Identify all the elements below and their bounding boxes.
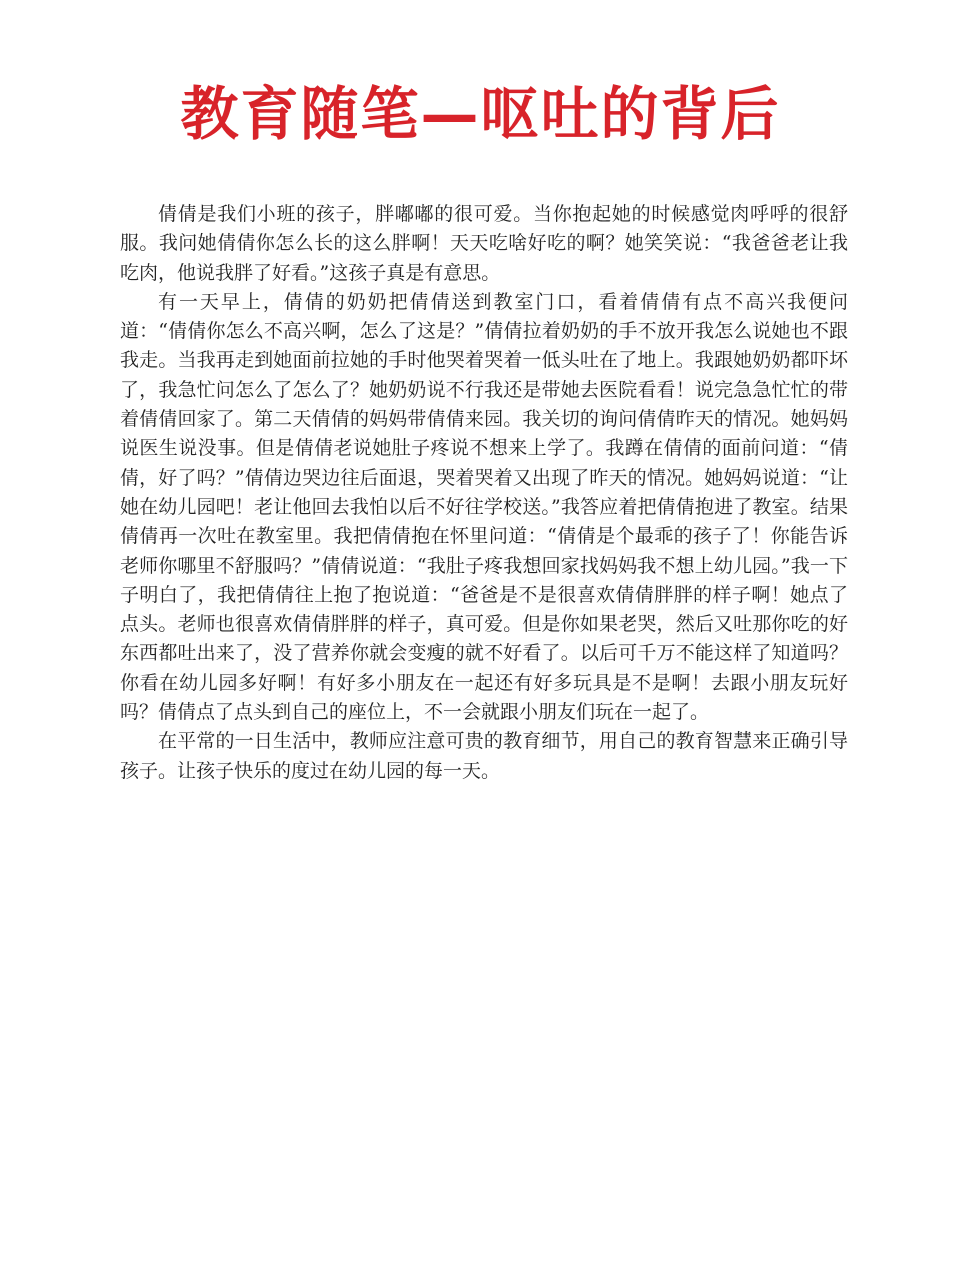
document-body [120, 200, 848, 786]
paragraph-2: 有一天早上，倩倩的奶奶把倩倩送到教室门口，看着倩倩有点不高兴我便问道：“倩倩你怎么不高兴啊，怎么了这是？”倩倩拉着奶奶的手不放开我怎么说她也不跟我走。当我再走到她面前拉她的手时他哭着哭着一低头吐在了地上。我跟她奶奶都吓坏了，我急忙问怎么了怎么了？她奶奶说不行我还是带她去医院看看！说完急急忙忙的带着倩倩回家了。第二天倩倩的妈妈带倩倩来园。我关切的询问倩倩昨天的情况。她妈妈说医生说没事。但是倩倩老说她肚子疼说不想来上学了。我蹲在倩倩的面前问道：“倩倩，好了吗？”倩倩边哭边往后面退，哭着哭着又出现了昨天的情况。她妈妈说道：“让她在幼儿园吧！老让他回去我怕以后不好往学校送。”我答应着把倩倩抱进了教室。结果倩倩再一次吐在教室里。我把倩倩抱在怀里问道：“倩倩是个最乖的孩子了！你能告诉老师你哪里不舒服吗？”倩倩说道：“我肚子疼我想回家找妈妈我不想上幼儿园。”我一下子明白了，我把倩倩往上抱了抱说道：“爸爸是不是很喜欢倩倩胖胖的样子啊！她点了点头。老师也很喜欢倩倩胖胖的样子，真可爱。但是你如果老哭，然后又吐那你吃的好东西都吐出来了，没了营养你就会变瘦的就不好看了。以后可千万不能这样了知道吗？你看在幼儿园多好啊！有好多小朋友在一起还有好多玩具是不是啊！去跟小朋友玩好吗？倩倩点了点头到自己的座位上，不一会就跟小朋友们玩在一起了。 [120, 290, 848, 724]
paragraph-1: 倩倩是我们小班的孩子，胖嘟嘟的很可爱。当你抱起她的时候感觉肉呼呼的很舒服。我问她倩倩你怎么长的这么胖啊！天天吃啥好吃的啊？她笑笑说：“我爸爸老让我吃肉，他说我胖了好看。”这孩子真是有意思。 [120, 203, 848, 284]
paragraph-3: 在平常的一日生活中，教师应注意可贵的教育细节，用自己的教育智慧来正确引导孩子。让孩子快乐的度过在幼儿园的每一天。 [120, 730, 848, 782]
document-title: 教育随笔—呕吐的背后 [180, 80, 781, 148]
